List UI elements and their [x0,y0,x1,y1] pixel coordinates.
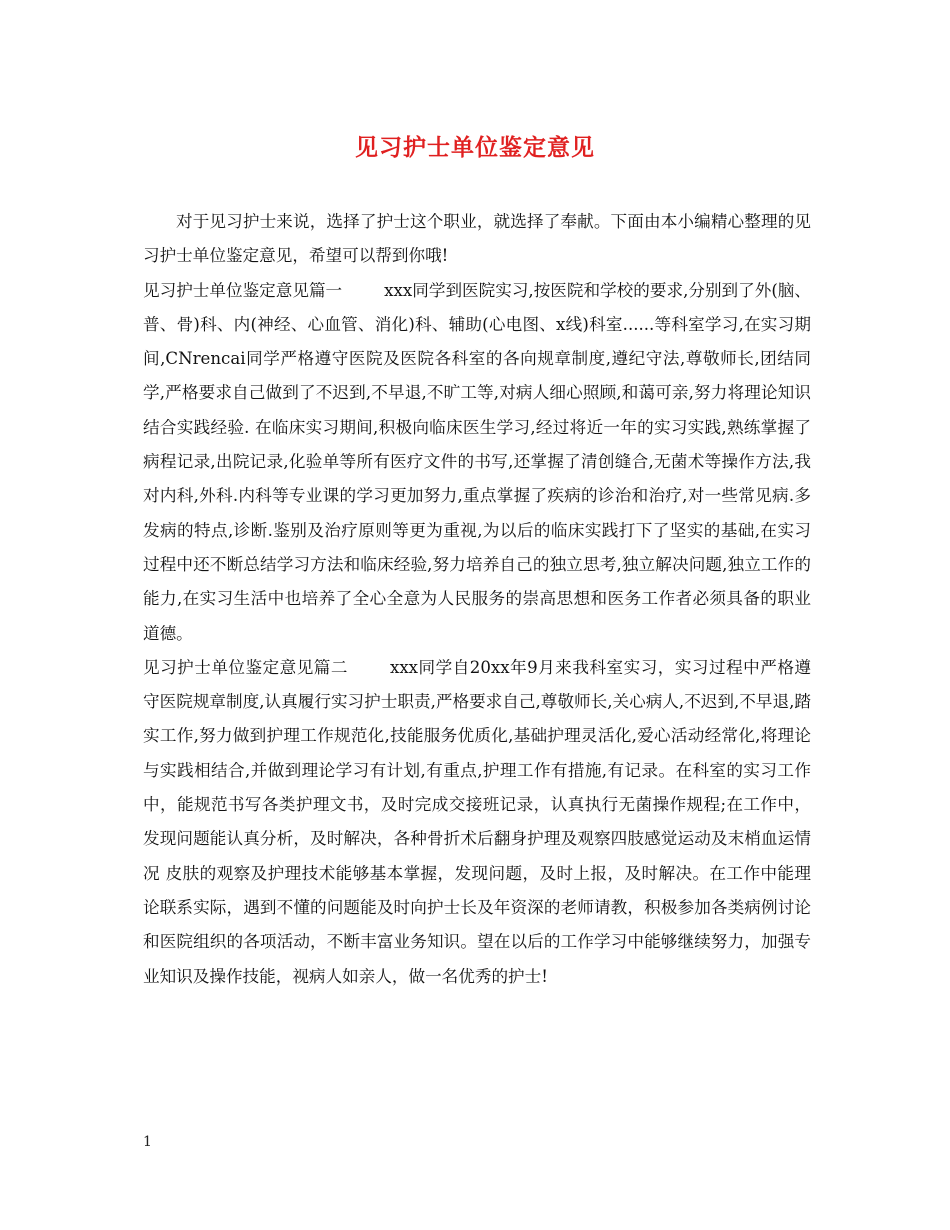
section-two-body: xxx同学自20xx年9月来我科室实习，实习过程中严格遵守医院规章制度,认真履行实习护士职责,严格要求自己,尊敬师长,关心病人,不迟到,不早退,踏实工作,努力做到护理工作规范化,技能服务优质化,基础护理灵活化,爱心活动经常化,将理论与实践相结合,并做到理论学习有计划,有重点,护理工作有措施,有记录。在科室的实习工作中，能规范书写各类护理文书，及时完成交接班记录，认真执行无菌操作规程;在工作中，发现问题能认真分析，及时解决，各种骨折术后翻身护理及观察四肢感觉运动及末梢血运情况 皮肤的观察及护理技术能够基本掌握，发现问题，及时上报，及时解决。在工作中能理论联系实际，遇到不懂的问题能及时向护士长及年资深的老师请教，积极参加各类病例讨论和医院组织的各项活动，不断丰富业务知识。望在以后的工作学习中能够继续努力，加强专业知识及操作技能，视病人如亲人，做一名优秀的护士! [143,657,812,986]
section-one-paragraph [143,274,811,651]
section-two-paragraph [143,651,811,994]
document-body [143,205,811,994]
section-two-heading: 见习护士单位鉴定意见篇二 [143,657,348,677]
section-one-heading: 见习护士单位鉴定意见篇一 [143,280,343,300]
document-title: 见习护士单位鉴定意见 [355,134,595,161]
page-number: 1 [143,1134,152,1150]
section-one-body: xxx同学到医院实习,按医院和学校的要求,分别到了外(脑、普、骨)科、内(神经、心血管、消化)科、辅助(心电图、x线)科室......等科室学习,在实习期间,CNrencai同学严格遵守医院及医院各科室的各向规章制度,遵纪守法,尊敬师长,团结同学,严格要求自己做到了不迟到,不早退,不旷工等,对病人细心照顾,和蔼可亲,努力将理论知识结合实践经验. 在临床实习期间,积极向临床医生学习,经过将近一年的实习实践,熟练掌握了病程记录,出院记录,化验单等所有医疗文件的书写,还掌握了清创缝合,无菌术等操作方法,我对内科,外科.内科等专业课的学习更加努力,重点掌握了疾病的诊治和治疗,对一些常见病.多发病的特点,诊断.鉴别及治疗原则等更为重视,为以后的临床实践打下了坚实的基础,在实习过程中还不断总结学习方法和临床经验,努力培养自己的独立思考,独立解决问题,独立工作的能力,在实习生活中也培养了全心全意为人民服务的崇高思想和医务工作者必须具备的职业道德。 [143,280,811,643]
intro-paragraph: 对于见习护士来说，选择了护士这个职业，就选择了奉献。下面由本小编精心整理的见习护士单位鉴定意见，希望可以帮到你哦! [143,212,811,266]
